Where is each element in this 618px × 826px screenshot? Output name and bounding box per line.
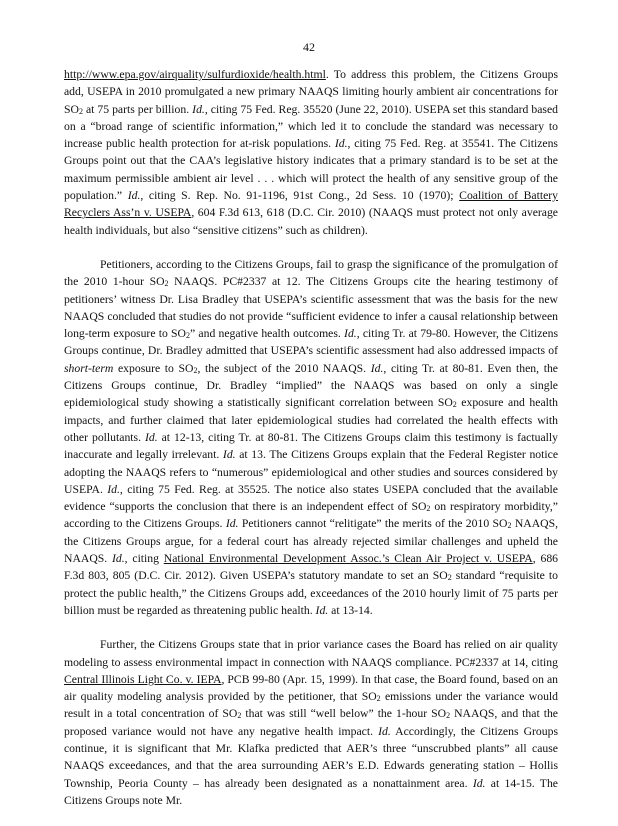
text-run: at 13. The Citizens Groups explain that the Federal Register notice adopting the NAAQS refers to “numerous” epidemiological and other studies and sources considered by USEPA. (64, 448, 559, 496)
text-run: , citing Tr. at 80-81. Even then, the Citizens Groups continue, Dr. Bradley “implied” the NAAQS was based on only a single epidemiological study showing a statistically significant correlation between SO (64, 361, 558, 410)
text-run: exposure and health impacts, and further claimed that later epidemiological studies had correlated the health effects with other pollutants. (64, 396, 558, 444)
text-run: , 604 F.3d 613, 618 (D.C. Cir. 2010) (NAAQS must protect not only average health individuals, but also “sensitive citizens” such as children). (64, 206, 558, 237)
subscript: 2 (186, 331, 190, 341)
subscript: 2 (426, 504, 431, 514)
text-run: , citing 75 Fed. Reg. at 35541. The Citizens Groups point out that the CAA’s legislative history indicates that a primary standard is to be set at the maximum permissible ambient air level . . . which will protect the health of any sensitive group of the population.” (64, 137, 558, 203)
text-run: at 13-14. (328, 603, 373, 617)
italic-text: Id. (225, 517, 239, 531)
paragraph (64, 636, 558, 809)
text-run: NAAQS, and that the proposed variance would not have any negative health impact. (64, 707, 558, 738)
subscript: 2 (452, 400, 457, 410)
italic-text: Id. (144, 430, 158, 444)
subscript: 2 (447, 573, 452, 583)
subscript: 2 (507, 521, 512, 531)
text-run: Petitioners cannot “relitigate” the merits of the 2010 SO (238, 517, 508, 531)
text-run: , citing (124, 552, 164, 566)
italic-text: Id. (334, 137, 348, 151)
text-run: that was still “well below” the 1-hour SO (241, 707, 447, 721)
text-run: Petitioners, according to the Citizens Groups, fail to grasp the significance of the promulgation of the 2010 1-hour SO (64, 257, 558, 289)
text-run: . To address this problem, the Citizens Groups add, USEPA in 2010 promulgated a new primary NAAQS limiting hourly ambient air concentrations for SO (64, 68, 558, 116)
underlined-citation: Coalition of Battery Recyclers Ass’n v. USEPA (64, 189, 559, 220)
text-run: standard “requisite to protect the public health,” the Citizens Groups add, exceedances of the 2010 hourly limit of 75 parts per billion must be regarded as threatening public health. (64, 569, 558, 617)
text-run: , PCB 99-80 (Apr. 15, 1999). In that case, the Board found, based on an air quality modeling analysis provided by the petitioner, that SO (64, 672, 558, 704)
italic-text: Id. (370, 361, 384, 375)
text-run: at 14-15. The Citizens Groups note Mr. (64, 776, 558, 807)
text-run: , the subject of the 2010 NAAQS. (197, 361, 371, 375)
subscript: 2 (78, 106, 83, 116)
subscript: 2 (376, 694, 381, 704)
italic-text: Id. (127, 189, 141, 203)
text-run: Accordingly, the Citizens Groups continue, it is significant that Mr. Klafka predicted that AER’s three “unscrubbed plants” all cause NAAQS exceedances, and that the area surrounding AER’s E.D. Edwards generating station – Hollis Township, Peoria County – has already been designated as a nonattainment area. (64, 724, 558, 790)
text-run: , citing Tr. at 79-80. However, the Citizens Groups continue, Dr. Bradley admitted that USEPA’s scientific assessment had also addressed impacts of (64, 327, 559, 358)
paragraph (64, 256, 558, 619)
italic-text: Id. (472, 776, 486, 790)
italic-text: Id. (111, 552, 125, 566)
text-run: at 12-13, citing Tr. at 80-81. The Citizens Groups claim this testimony is factually inaccurate and legally irrelevant. (64, 430, 558, 462)
subscript: 2 (237, 711, 242, 721)
text-run: ” and negative health outcomes. (190, 327, 345, 341)
text-run: , citing 75 Fed. Reg. at 35525. The notice also states USEPA concluded that the available evidence “supports the conclusion that there is an independent effect of SO (64, 482, 558, 514)
italic-text: short-term (64, 361, 114, 375)
paragraph (64, 66, 558, 239)
text-run: emissions under the variance would result in a total concentration of SO (64, 690, 558, 721)
italic-text: Id. (378, 724, 391, 738)
underlined-citation: National Environmental Development Assoc.’s Clean Air Project v. USEPA (163, 552, 533, 566)
underlined-citation: http://www.epa.gov/airquality/sulfurdioxide/health.html (64, 68, 326, 81)
page-number: 42 (303, 40, 315, 54)
italic-text: Id. (222, 448, 236, 462)
italic-text: Id. (107, 482, 120, 496)
text-run: at 75 parts per billion. (82, 102, 193, 116)
text-run: , citing 75 Fed. Reg. 35520 (June 22, 2010). USEPA set this standard based on a “broad range of scientific information,” which led it to conclude the standard was necessary to increase public health protection for at-risk populations. (64, 102, 558, 151)
subscript: 2 (446, 711, 451, 721)
text-run: NAAQS, the Citizens Groups argue, for a federal court has already rejected similar challenges and upheld the NAAQS. (64, 517, 558, 566)
text-run: , 686 F.3d 803, 805 (D.C. Cir. 2012). Given USEPA’s statutory mandate to set an SO (64, 552, 559, 583)
text-run: exposure to SO (113, 361, 194, 375)
text-run: , citing S. Rep. No. 91-1196, 91st Cong., 2d Sess. 10 (1970); (140, 189, 460, 203)
underlined-citation: Central Illinois Light Co. v. IEPA (64, 672, 222, 686)
italic-text: Id. (192, 102, 205, 116)
text-run: NAAQS. PC#2337 at 12. The Citizens Groups cite the hearing testimony of petitioners’ witness Dr. Lisa Bradley that USEPA’s scientific assessment that was the basis for the new NAAQS concluded that studies do not provide “sufficient evidence to infer a causal relationship between long-term exposure to SO (64, 275, 558, 341)
italic-text: Id. (315, 603, 329, 617)
italic-text: Id. (344, 327, 357, 341)
subscript: 2 (193, 365, 198, 375)
text-run: Further, the Citizens Groups state that in prior variance cases the Board has relied on air quality modeling to assess environmental impact in connection with NAAQS compliance. PC#2337 at 14, citing (64, 638, 558, 669)
document-body (64, 66, 558, 826)
text-run: on respiratory morbidity,” according to the Citizens Groups. (64, 500, 558, 531)
subscript: 2 (164, 279, 169, 289)
